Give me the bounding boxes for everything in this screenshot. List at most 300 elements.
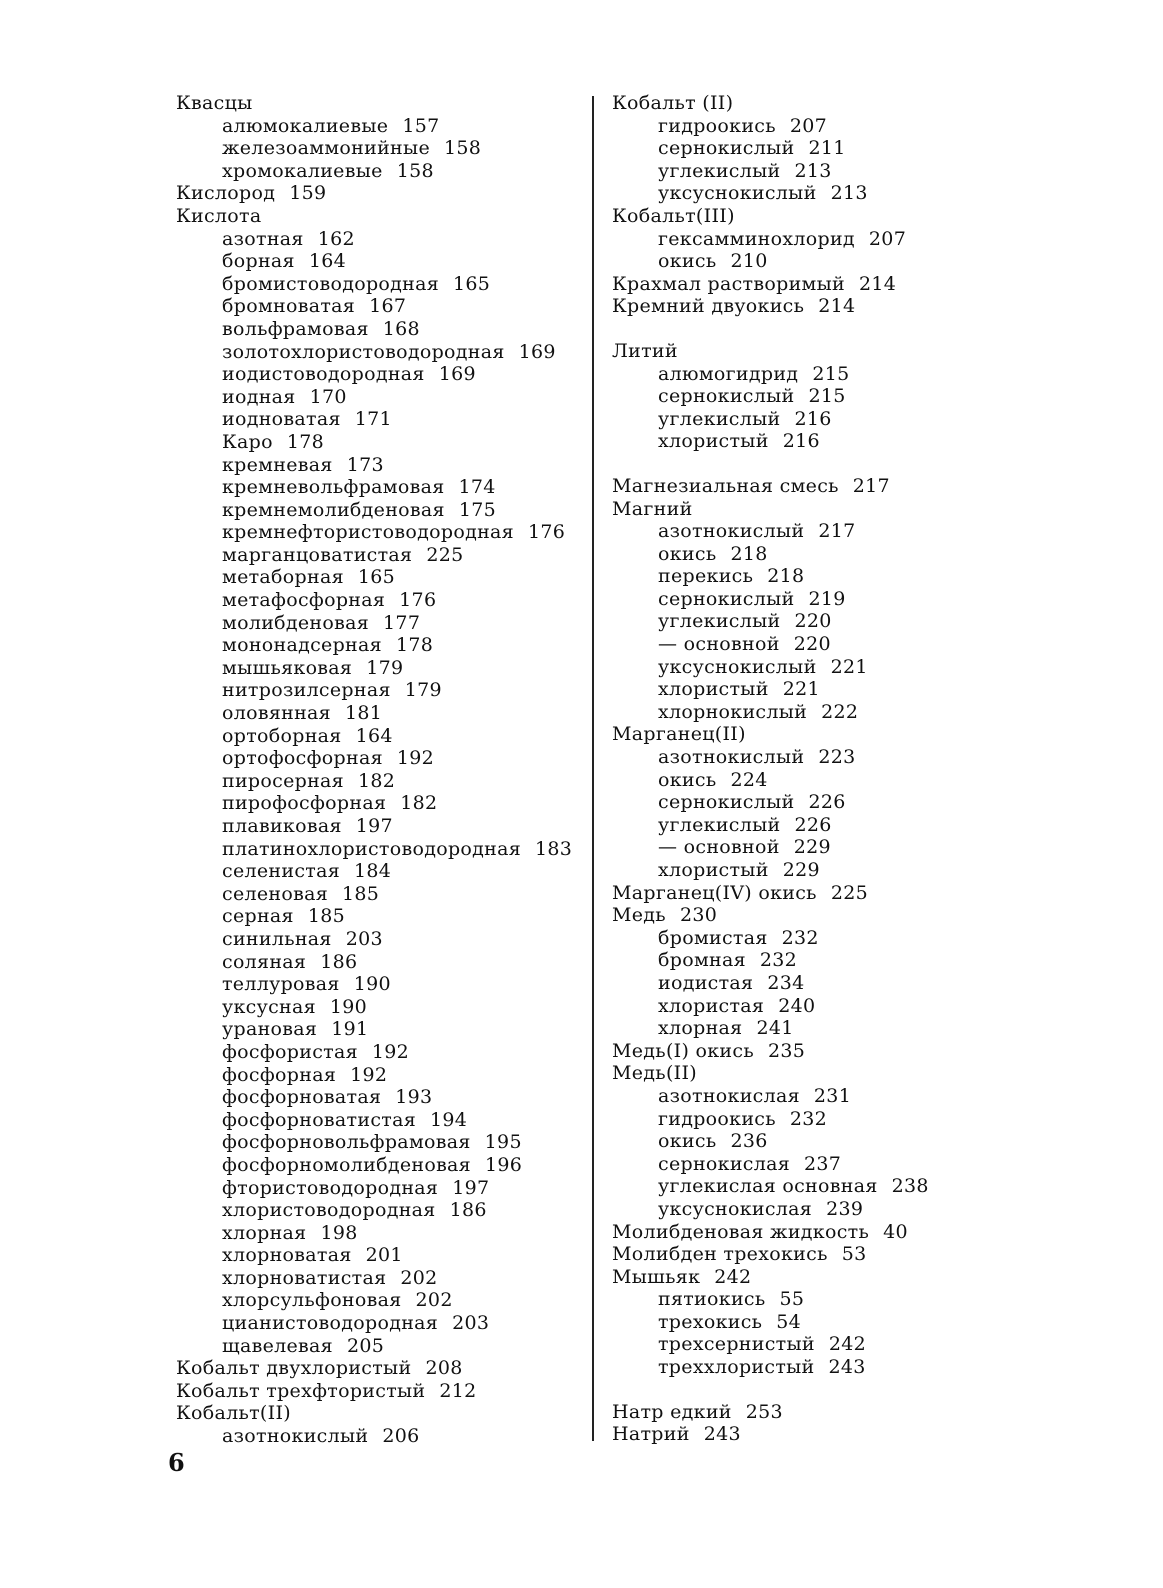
index-entry <box>612 295 992 318</box>
index-term: окись <box>658 250 717 273</box>
index-term: Медь(II) <box>612 1062 697 1085</box>
index-term: хлорная <box>658 1017 743 1040</box>
index-page-ref: 232 <box>789 1107 828 1130</box>
index-term: метаборная <box>222 566 344 589</box>
index-subentry <box>612 836 992 859</box>
index-page-ref: 220 <box>794 610 832 633</box>
index-term: соляная <box>222 950 307 973</box>
index-page-ref: 182 <box>400 792 438 815</box>
index-term: Магнезиальная смесь <box>612 474 839 497</box>
index-subentry <box>612 995 992 1018</box>
index-subentry <box>612 678 992 701</box>
index-subentry <box>176 1018 581 1041</box>
index-term: Кобальт(II) <box>176 1402 291 1425</box>
index-page-ref: 198 <box>320 1221 358 1244</box>
index-page-ref: 169 <box>518 340 556 363</box>
index-term: треххлористый <box>658 1356 815 1379</box>
index-term: Мышьяк <box>612 1265 701 1288</box>
index-subentry <box>176 951 581 974</box>
index-term: плавиковая <box>222 815 342 837</box>
index-subentry <box>176 1109 581 1132</box>
index-page-ref: 235 <box>767 1039 806 1062</box>
index-term: синильная <box>222 927 332 950</box>
index-subentry <box>612 1288 992 1311</box>
index-subentry <box>612 182 992 205</box>
index-term: Кобальт трехфтористый <box>176 1379 426 1402</box>
index-page-ref: 185 <box>342 882 380 905</box>
index-term: Марганец(IV) окись <box>612 881 817 904</box>
index-subentry <box>176 476 581 499</box>
index-page-ref: 214 <box>859 272 897 295</box>
index-entry <box>176 1357 581 1380</box>
index-term: углекислая основная <box>658 1175 878 1198</box>
index-term: мононадсерная <box>222 634 382 657</box>
index-subentry <box>176 386 581 409</box>
index-entry <box>612 1040 992 1063</box>
index-entry <box>176 92 581 115</box>
index-page-ref: 205 <box>346 1334 385 1357</box>
index-term: пятиокись <box>658 1288 766 1311</box>
index-page-ref: 53 <box>841 1243 867 1266</box>
index-term: цианистоводородная <box>222 1312 439 1335</box>
index-term: Квасцы <box>176 92 253 114</box>
index-entry <box>612 273 992 296</box>
index-subentry <box>176 1335 581 1358</box>
index-page-ref: 194 <box>430 1108 468 1131</box>
index-term: углекислый <box>658 159 781 182</box>
index-term: алюмогидрид <box>658 362 799 385</box>
index-subentry <box>612 1017 992 1040</box>
index-page-ref: 157 <box>402 114 440 137</box>
index-term: углекислый <box>658 407 781 430</box>
index-page-ref: 183 <box>535 837 573 860</box>
index-page-ref: 158 <box>443 137 482 160</box>
index-term: хлорноватистая <box>222 1266 387 1289</box>
index-entry <box>612 723 992 746</box>
index-subentry <box>612 746 992 769</box>
index-entry <box>176 1380 581 1403</box>
index-subentry <box>176 295 581 318</box>
index-page-ref: 197 <box>452 1176 490 1199</box>
page-number: 6 <box>168 1448 185 1477</box>
index-page-ref: 191 <box>331 1018 369 1041</box>
index-subentry <box>176 408 581 431</box>
index-subentry <box>176 1041 581 1064</box>
index-page-ref: 176 <box>527 521 566 544</box>
index-term: — основной <box>658 836 780 859</box>
index-subentry <box>176 137 581 160</box>
index-subentry <box>612 949 992 972</box>
index-entry <box>612 92 992 115</box>
index-page-ref: 229 <box>782 859 820 881</box>
index-page-ref: 159 <box>289 182 327 205</box>
index-term: Медь(I) окись <box>612 1039 754 1062</box>
index-term: серная <box>222 905 294 928</box>
index-term: теллуровая <box>222 973 340 996</box>
index-page-ref: 215 <box>812 362 850 385</box>
index-page-ref: 207 <box>789 114 828 137</box>
index-page-ref: 224 <box>730 768 768 791</box>
index-term: щавелевая <box>222 1334 333 1357</box>
index-page-ref: 164 <box>355 724 393 747</box>
index-subentry <box>176 725 581 748</box>
index-page-ref: 186 <box>449 1199 487 1222</box>
index-term: селенистая <box>222 860 340 883</box>
index-page-ref: 178 <box>286 430 325 453</box>
index-subentry <box>176 1177 581 1200</box>
index-term: кремнемолибденовая <box>222 498 445 521</box>
index-term: сернокислый <box>658 385 795 408</box>
index-page-ref: 202 <box>400 1266 438 1289</box>
index-subentry <box>176 1154 581 1177</box>
index-term: хлористая <box>658 994 765 1017</box>
index-page-ref: 226 <box>794 813 832 836</box>
index-entry <box>612 1062 992 1085</box>
index-term: Медь <box>612 904 666 927</box>
index-subentry <box>176 160 581 183</box>
index-page-ref: 179 <box>366 656 404 679</box>
index-term: марганцоватистая <box>222 543 413 566</box>
index-term: кремнефтористоводородная <box>222 521 514 544</box>
index-subentry <box>612 972 992 995</box>
index-page-ref: 243 <box>828 1356 866 1379</box>
index-page-ref: 221 <box>782 678 820 701</box>
index-term: азотнокислая <box>658 1084 800 1107</box>
index-entry <box>612 1243 992 1266</box>
index-subentry <box>176 996 581 1019</box>
index-entry <box>612 1401 992 1424</box>
index-term: Натр едкий <box>612 1400 732 1423</box>
index-page-ref: 226 <box>808 791 846 814</box>
index-term: фосфорновольфрамовая <box>222 1131 471 1154</box>
index-term: Кобальт двухлористый <box>176 1357 412 1380</box>
index-term: Кобальт(III) <box>612 204 735 227</box>
index-page-ref: 165 <box>453 272 491 295</box>
index-subentry <box>612 769 992 792</box>
index-subentry <box>176 747 581 770</box>
index-entry <box>612 882 992 905</box>
index-term: хромокалиевые <box>222 159 383 182</box>
index-subentry <box>176 566 581 589</box>
index-page-ref: 223 <box>818 746 856 769</box>
index-page-ref: 253 <box>745 1400 783 1423</box>
index-subentry <box>176 250 581 273</box>
index-subentry <box>176 792 581 815</box>
index-subentry <box>176 1267 581 1290</box>
index-page-ref: 238 <box>891 1175 929 1198</box>
index-term: уксуснокислая <box>658 1197 813 1220</box>
index-term: пирофосфорная <box>222 792 387 815</box>
index-subentry <box>176 1244 581 1267</box>
index-page-ref: 237 <box>804 1152 842 1175</box>
index-term: углекислый <box>658 610 781 633</box>
index-subentry <box>176 589 581 612</box>
index-term: оловянная <box>222 702 331 725</box>
index-page-ref: 225 <box>830 881 868 904</box>
index-page-ref: 179 <box>404 679 442 702</box>
index-subentry <box>176 1289 581 1312</box>
index-page-ref: 216 <box>794 407 832 430</box>
index-page-ref: 220 <box>793 633 831 656</box>
column-divider <box>592 96 594 1441</box>
index-subentry <box>176 228 581 251</box>
index-subentry <box>176 521 581 544</box>
index-entry <box>612 1423 992 1446</box>
index-page-ref: 176 <box>399 589 437 612</box>
index-page-ref: 184 <box>354 860 392 883</box>
index-page-ref: 230 <box>679 904 718 927</box>
index-page-ref: 170 <box>309 385 347 408</box>
index-column-left <box>176 92 581 1448</box>
index-subentry <box>612 565 992 588</box>
index-subentry <box>176 1312 581 1335</box>
index-page-ref: 218 <box>730 542 768 565</box>
index-entry <box>176 1402 581 1425</box>
index-term: — основной <box>658 633 780 656</box>
index-term: фосфорномолибденовая <box>222 1153 471 1176</box>
index-subentry <box>176 634 581 657</box>
index-page-ref: 177 <box>383 611 421 634</box>
index-subentry <box>176 1425 581 1448</box>
index-page-ref: 195 <box>484 1131 522 1154</box>
index-term: Каро <box>222 430 273 453</box>
index-subentry <box>612 137 992 160</box>
index-term: бромистая <box>658 926 768 949</box>
index-term: гидроокись <box>658 1107 776 1130</box>
index-term: окись <box>658 768 717 791</box>
index-subentry <box>176 544 581 567</box>
index-subentry <box>176 115 581 138</box>
index-subentry <box>612 520 992 543</box>
index-page-ref: 192 <box>350 1063 388 1086</box>
index-page-ref: 181 <box>344 702 383 725</box>
index-page-ref: 222 <box>821 700 859 723</box>
index-subentry <box>176 1131 581 1154</box>
index-subentry <box>612 408 992 431</box>
index-term: хлористый <box>658 678 769 701</box>
index-term: сернокислый <box>658 791 795 814</box>
index-term: окись <box>658 1130 717 1153</box>
index-term: бромноватая <box>222 295 356 318</box>
index-subentry <box>176 1064 581 1087</box>
index-page-ref: 168 <box>382 317 420 340</box>
index-entry <box>612 904 992 927</box>
index-subentry <box>176 657 581 680</box>
index-term: бромная <box>658 949 746 972</box>
index-page-ref: 242 <box>714 1265 752 1288</box>
index-term: фосфорноватая <box>222 1086 382 1109</box>
index-term: углекислый <box>658 813 781 836</box>
index-term: хлористоводородная <box>222 1199 436 1222</box>
index-subentry <box>176 838 581 861</box>
index-page-ref: 171 <box>354 408 392 431</box>
index-subentry <box>176 499 581 522</box>
index-page-ref: 203 <box>452 1312 490 1335</box>
index-term: фосфорноватистая <box>222 1108 416 1131</box>
index-subentry <box>612 927 992 950</box>
index-page-ref: 201 <box>365 1244 403 1267</box>
index-term: гидроокись <box>658 114 776 137</box>
index-entry <box>612 1266 992 1289</box>
index-term: хлорнокислый <box>658 700 808 723</box>
index-subentry <box>612 385 992 408</box>
index-page-ref: 40 <box>883 1220 908 1243</box>
index-term: гексамминохлорид <box>658 227 855 250</box>
index-page-ref: 190 <box>353 973 391 996</box>
index-page-ref: 218 <box>767 565 805 588</box>
index-term: сернокислый <box>658 137 795 160</box>
index-entry <box>612 340 992 363</box>
index-term: борная <box>222 250 295 273</box>
index-term: Литий <box>612 339 678 362</box>
index-term: Натрий <box>612 1423 690 1446</box>
index-page-ref: 197 <box>355 815 393 837</box>
index-term: селеновая <box>222 882 329 905</box>
index-term: окись <box>658 542 717 565</box>
index-page-ref: 221 <box>830 655 868 678</box>
index-subentry <box>612 588 992 611</box>
index-term: иодноватая <box>222 408 341 431</box>
index-term: молибденовая <box>222 611 370 634</box>
index-term: платинохлористоводородная <box>222 837 522 860</box>
index-page-ref: 162 <box>317 227 355 250</box>
index-subentry <box>612 701 992 724</box>
index-term: уксусная <box>222 995 316 1018</box>
index-page-ref: 196 <box>484 1153 523 1176</box>
index-subentry <box>612 1175 992 1198</box>
index-page-ref: 229 <box>793 836 831 859</box>
index-page-ref: 239 <box>826 1197 864 1220</box>
index-subentry <box>176 928 581 951</box>
index-page-ref: 192 <box>371 1040 410 1063</box>
index-subentry <box>612 1108 992 1131</box>
index-column-right <box>612 92 992 1446</box>
index-term: хлорная <box>222 1221 307 1244</box>
index-page-ref: 55 <box>779 1288 805 1311</box>
index-entry <box>612 1221 992 1244</box>
index-entry <box>176 182 581 205</box>
index-term: азотнокислый <box>658 746 805 769</box>
index-term: пиросерная <box>222 769 344 792</box>
index-page-ref: 236 <box>730 1130 768 1153</box>
index-subentry <box>612 543 992 566</box>
index-term: железоаммонийные <box>222 137 430 160</box>
index-subentry <box>612 791 992 814</box>
index-page-ref: 190 <box>329 995 368 1018</box>
index-term: Кремний двуокись <box>612 295 805 318</box>
index-term: хлорноватая <box>222 1244 352 1267</box>
index-term: метафосфорная <box>222 589 386 612</box>
index-page-ref: 165 <box>357 566 396 589</box>
index-term: фосфористая <box>222 1040 358 1063</box>
index-term: бромистоводородная <box>222 272 440 295</box>
index-page-ref: 212 <box>439 1379 477 1402</box>
index-subentry <box>176 679 581 702</box>
index-subentry <box>176 770 581 793</box>
index-subentry <box>612 1356 992 1379</box>
index-term: азотнокислый <box>658 520 805 543</box>
index-term: иодная <box>222 385 296 408</box>
index-term: иодистоводородная <box>222 363 425 386</box>
index-term: уксуснокислый <box>658 655 817 678</box>
index-subentry <box>176 973 581 996</box>
index-page-ref: 232 <box>781 926 819 949</box>
index-term: Магний <box>612 497 693 520</box>
index-subentry <box>612 1130 992 1153</box>
index-subentry <box>612 814 992 837</box>
index-subentry <box>612 610 992 633</box>
index-entry <box>612 498 992 521</box>
index-page-ref: 193 <box>395 1086 433 1109</box>
index-page-ref: 185 <box>307 905 345 928</box>
index-entry <box>612 205 992 228</box>
index-term: вольфрамовая <box>222 317 369 340</box>
index-subentry <box>612 1198 992 1221</box>
index-page-ref: 208 <box>425 1357 463 1380</box>
index-page-ref: 242 <box>828 1333 867 1356</box>
index-subentry <box>176 1086 581 1109</box>
index-term: кремневая <box>222 453 333 476</box>
index-subentry <box>176 883 581 906</box>
index-term: перекись <box>658 565 754 588</box>
index-term: ортофосфорная <box>222 747 383 770</box>
index-term: иодистая <box>658 971 754 994</box>
index-page-ref: 175 <box>458 498 496 521</box>
index-term: золотохлористоводородная <box>222 340 505 363</box>
index-subentry <box>612 1153 992 1176</box>
index-term: Молибден трехокись <box>612 1243 828 1266</box>
index-subentry <box>612 1085 992 1108</box>
index-page-ref: 217 <box>852 474 890 497</box>
index-term: Кислота <box>176 204 262 227</box>
index-subentry <box>612 656 992 679</box>
index-term: ортоборная <box>222 724 342 747</box>
index-page-ref: 186 <box>320 950 358 973</box>
index-term: Марганец(II) <box>612 723 746 746</box>
index-subentry <box>176 860 581 883</box>
index-subentry <box>612 363 992 386</box>
index-subentry <box>176 815 581 838</box>
index-subentry <box>176 341 581 364</box>
index-subentry <box>612 115 992 138</box>
index-page-ref: 169 <box>438 363 476 386</box>
index-subentry <box>176 1199 581 1222</box>
index-term: фосфорная <box>222 1063 337 1086</box>
index-page-ref: 213 <box>794 159 832 182</box>
index-subentry <box>176 363 581 386</box>
index-page-ref: 225 <box>426 543 464 566</box>
index-term: кремневольфрамовая <box>222 476 445 499</box>
index-subentry <box>612 160 992 183</box>
index-page-ref: 211 <box>808 137 846 160</box>
index-page-ref: 203 <box>345 927 383 950</box>
index-page-ref: 167 <box>369 295 407 318</box>
index-page-ref: 240 <box>778 994 816 1017</box>
index-subentry <box>612 430 992 453</box>
index-term: нитрозилсерная <box>222 679 391 702</box>
index-subentry <box>176 612 581 635</box>
index-subentry <box>176 702 581 725</box>
index-entry <box>176 205 581 228</box>
index-subentry <box>612 633 992 656</box>
index-page-ref: 207 <box>868 227 907 250</box>
index-page-ref: 206 <box>382 1425 420 1448</box>
index-page-ref: 182 <box>357 769 396 792</box>
index-subentry <box>612 1311 992 1334</box>
index-term: хлористый <box>658 859 769 881</box>
index-term: мышьяковая <box>222 656 353 679</box>
index-page-ref: 158 <box>396 159 434 182</box>
